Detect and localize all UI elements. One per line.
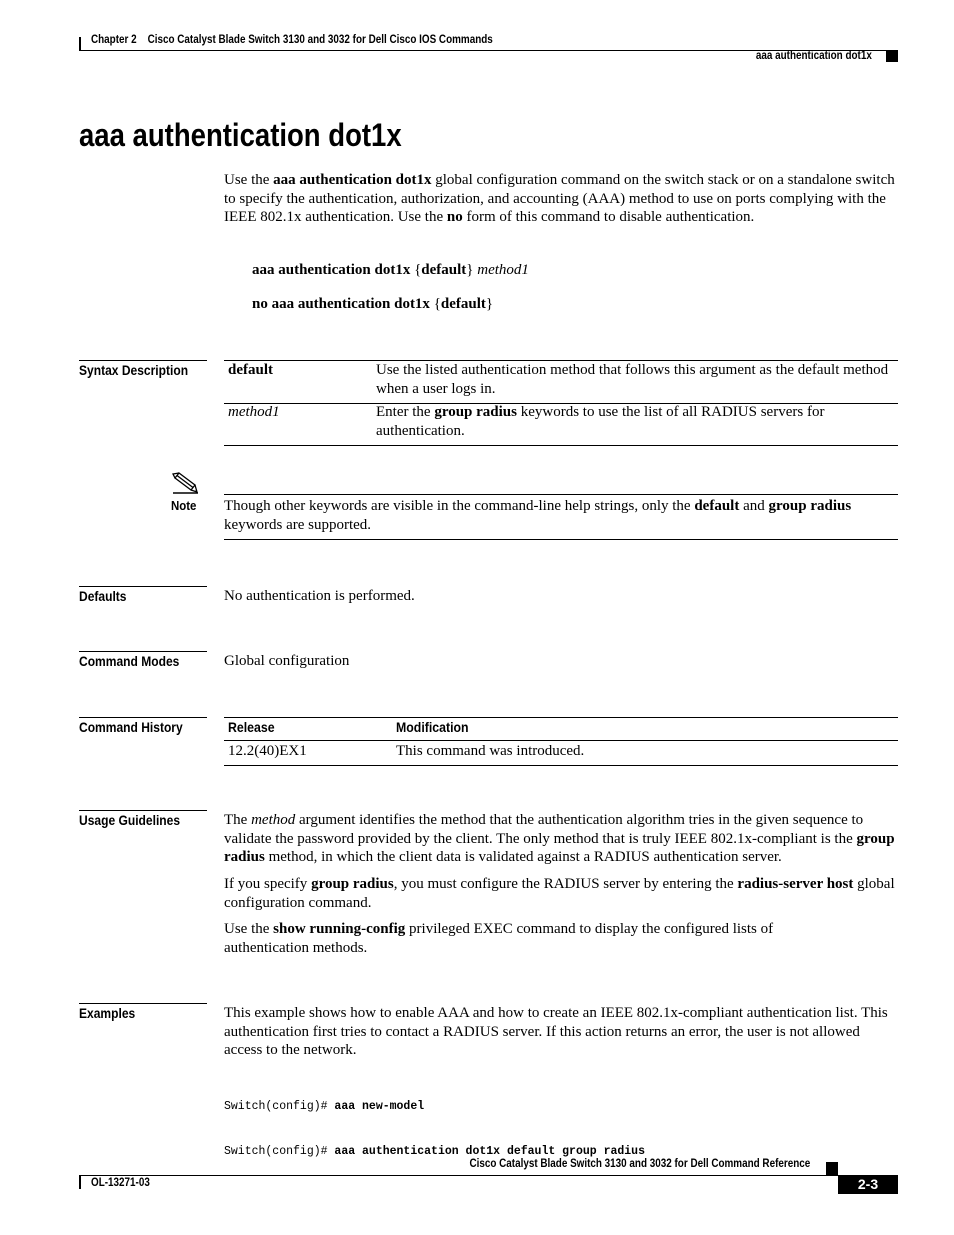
intro-paragraph — [224, 171, 900, 227]
command-modes-text: Global configuration — [224, 653, 350, 669]
note-top-rule — [224, 494, 898, 495]
syntax-term-description — [376, 403, 896, 440]
note-keyword: default — [694, 498, 740, 514]
code-command: aaa authentication dot1x default group radius — [334, 1145, 645, 1158]
usage-guidelines-heading: Usage Guidelines — [79, 812, 181, 828]
usage-argument: method — [251, 812, 296, 828]
usage-paragraph-2 — [224, 875, 900, 912]
syntax-command: no aaa authentication dot1x — [252, 296, 430, 312]
page-title: aaa authentication dot1x — [79, 117, 402, 153]
note-label: Note — [171, 498, 197, 513]
table-header-rule — [224, 740, 898, 741]
intro-text: Use the — [224, 172, 274, 188]
chapter-number: Chapter 2 — [91, 34, 137, 46]
release-cell: 12.2(40)EX1 — [228, 743, 307, 759]
footer-book-title: Cisco Catalyst Blade Switch 3130 and 3032 for Dell Command Reference — [469, 1158, 810, 1170]
brace: } — [485, 296, 494, 312]
usage-keyword: group radius — [224, 830, 895, 865]
description-text: Use the listed authentication method that follows this argument as the default method when a user logs in. — [376, 362, 889, 397]
table-row — [224, 361, 898, 403]
command-modes-heading: Command Modes — [79, 653, 180, 669]
code-line — [224, 1144, 645, 1159]
note-keyword: group radius — [768, 498, 852, 514]
defaults-heading: Defaults — [79, 588, 127, 604]
usage-text: method, in which the client data is validated against a RADIUS authentication server. — [264, 849, 782, 865]
intro-no-keyword: no — [446, 209, 463, 225]
note-text-span: keywords are supported. — [224, 516, 372, 533]
usage-keyword: group radius — [311, 876, 394, 892]
section-rule — [79, 1003, 207, 1004]
syntax-term: method1 — [228, 404, 280, 420]
section-rule — [79, 651, 207, 652]
section-rule — [79, 810, 207, 811]
table-bottom-rule — [224, 765, 898, 766]
page-number: 2-3 — [857, 1176, 879, 1192]
header-chapter — [91, 34, 493, 46]
chapter-title: Cisco Catalyst Blade Switch 3130 and 3032 for Dell Cisco IOS Commands — [147, 34, 493, 46]
syntax-term-description — [376, 361, 896, 398]
section-rule — [79, 717, 207, 718]
description-text: keywords to use the list of all RADIUS servers for authentication. — [376, 404, 825, 439]
usage-paragraph-3 — [224, 920, 844, 957]
note-text — [224, 497, 900, 534]
description-keyword: group radius — [434, 404, 517, 420]
code-command: aaa new-model — [334, 1100, 425, 1113]
syntax-description-heading: Syntax Description — [79, 362, 189, 378]
intro-text: global configuration command on the switch stack or on a standalone switch to specify the authentication, authorization, and accounting (AAA) method to use on ports complying with the IEEE 802.1x authentication. Use the — [224, 172, 895, 225]
examples-heading: Examples — [79, 1005, 136, 1021]
syntax-argument: method1 — [477, 262, 529, 278]
syntax-command: aaa authentication dot1x — [252, 262, 411, 278]
footer-doc-id: OL-13271-03 — [91, 1177, 150, 1189]
usage-text: global configuration command. — [224, 876, 895, 911]
pencil-icon — [170, 471, 200, 495]
header-left-bar — [79, 37, 81, 51]
usage-text: privileged EXEC command to display the configured lists of authentication methods. — [224, 921, 774, 956]
defaults-text: No authentication is performed. — [224, 588, 415, 604]
syntax-term: default — [228, 362, 273, 378]
table-row — [224, 403, 898, 445]
footer-left-bar — [79, 1175, 81, 1189]
running-head: aaa authentication dot1x — [756, 50, 872, 62]
section-rule — [79, 360, 207, 361]
usage-keyword: radius-server host — [737, 876, 854, 892]
usage-text: Use the — [224, 921, 274, 937]
usage-text: argument identifies the method that the authentication algorithm tries in the given sequence to validate the password provided by the client. The only method that is truly IEEE 802.1x-compliant is the — [224, 812, 864, 847]
syntax-line-1 — [252, 261, 529, 280]
usage-text: The — [224, 812, 252, 828]
note-text-span: Though other keywords are visible in the command-line help strings, only the — [224, 498, 695, 514]
syntax-keyword: default — [440, 296, 486, 312]
footer-rule — [79, 1175, 898, 1176]
usage-text: If you specify — [224, 876, 312, 892]
description-text: Enter the — [376, 404, 435, 420]
command-history-heading: Command History — [79, 719, 183, 735]
code-prompt: Switch(config)# — [224, 1100, 335, 1113]
modification-cell: This command was introduced. — [396, 743, 585, 759]
code-line — [224, 1099, 645, 1114]
column-header-modification: Modification — [396, 719, 469, 735]
intro-command: aaa authentication dot1x — [273, 172, 432, 188]
brace: { — [410, 262, 422, 278]
intro-text: form of this command to disable authentication. — [462, 209, 755, 225]
usage-paragraph-1 — [224, 811, 900, 867]
syntax-line-2 — [252, 295, 493, 314]
note-bottom-rule — [224, 539, 898, 540]
syntax-keyword: default — [421, 262, 467, 278]
usage-keyword: show running-config — [273, 921, 406, 937]
table-row — [224, 742, 898, 762]
column-header-release: Release — [228, 719, 275, 735]
code-prompt: Switch(config)# — [224, 1145, 335, 1158]
section-rule — [79, 586, 207, 587]
page-number-box — [838, 1175, 898, 1194]
brace: } — [466, 262, 478, 278]
table-top-rule — [224, 717, 898, 718]
table-bottom-rule — [224, 445, 898, 446]
header-right-block — [886, 51, 898, 62]
brace: { — [429, 296, 441, 312]
examples-text: This example shows how to enable AAA and how to create an IEEE 802.1x-compliant authentication list. This authentication first tries to contact a RADIUS server. If this action returns an error, the user is not allowed access to the network. — [224, 1005, 888, 1058]
note-text-span: and — [739, 498, 769, 514]
usage-text: , you must configure the RADIUS server by entering the — [393, 876, 738, 892]
footer-corner-block — [826, 1162, 838, 1175]
